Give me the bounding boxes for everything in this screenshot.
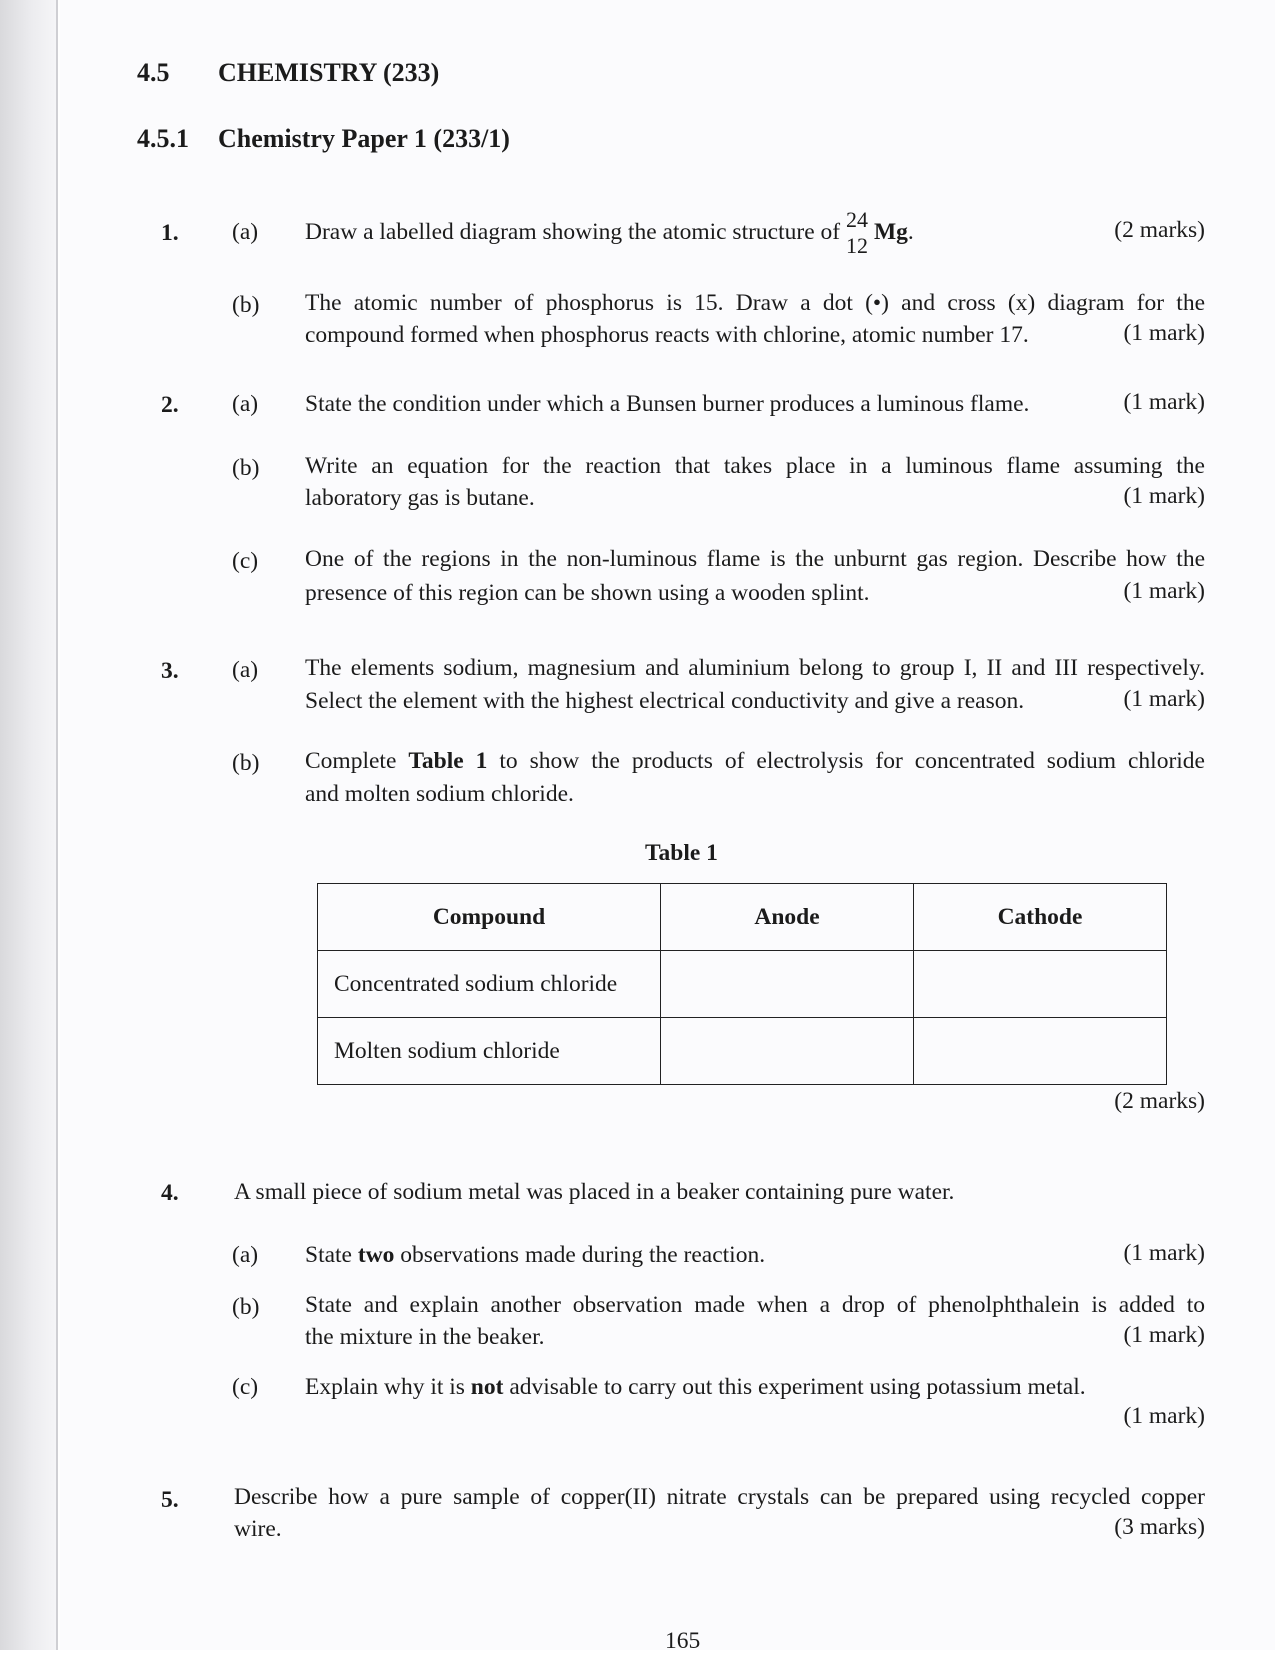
q3b-label: (b) [232, 750, 260, 776]
table-header-row [318, 884, 1167, 951]
q3a-line2: Select the element with the highest electrical conductivity and give a reason. [305, 688, 1025, 714]
q4-number: 4. [161, 1180, 179, 1206]
q4c-marks: (1 mark) [1123, 1403, 1205, 1429]
q2c-label: (c) [232, 548, 259, 574]
q3a-line1: The elements sodium, magnesium and aluminium belong to group I, II and III respectively. [305, 655, 1205, 681]
q4b-line1: State and explain another observation made when a drop of phenolphthalein is added to [305, 1292, 1205, 1318]
q4a-marks: (1 mark) [1123, 1240, 1205, 1266]
q2b-marks: (1 mark) [1123, 483, 1205, 509]
q1b-line1: The atomic number of phosphorus is 15. Draw a dot (•) and cross (x) diagram for the [305, 290, 1205, 316]
q5-line1: Describe how a pure sample of copper(II) nitrate crystals can be prepared using recycled copper [234, 1484, 1205, 1510]
row1-cathode-cell [914, 951, 1167, 1018]
section-number: 4.5 [137, 58, 170, 87]
q2a-marks: (1 mark) [1123, 389, 1205, 415]
q2-number: 2. [161, 392, 179, 418]
q5-line2: wire. [234, 1516, 282, 1542]
page-number: 165 [665, 1628, 701, 1654]
q2a-label: (a) [232, 391, 259, 417]
q5-number: 5. [161, 1487, 179, 1513]
binding-edge [56, 0, 58, 1650]
q1a-marks: (2 marks) [1114, 217, 1205, 243]
subsection-number: 4.5.1 [137, 124, 189, 153]
magnesium-isotope-notation: 24 12 [845, 206, 868, 258]
q4-stem: A small piece of sodium metal was placed in a beaker containing pure water. [234, 1179, 955, 1205]
q2b-line2: laboratory gas is butane. [305, 485, 535, 511]
q2a-text: State the condition under which a Bunsen burner produces a luminous flame. [305, 391, 1030, 417]
q2b-line1: Write an equation for the reaction that takes place in a luminous flame assuming the [305, 453, 1205, 479]
table1-caption: Table 1 [645, 840, 718, 866]
q1a-label: (a) [232, 219, 259, 245]
q2c-line1: One of the regions in the non-luminous flame is the unburnt gas region. Describe how the [305, 546, 1205, 572]
exam-page [60, 0, 1275, 1654]
section-title: CHEMISTRY (233) [218, 58, 440, 87]
row1-anode-cell [661, 951, 914, 1018]
q1b-label: (b) [232, 292, 260, 318]
q3-number: 3. [161, 658, 179, 684]
q4b-line2: the mixture in the beaker. [305, 1324, 545, 1350]
q3b-line2: and molten sodium chloride. [305, 781, 574, 807]
q4a-text: State two observations made during the reaction. [305, 1242, 766, 1268]
header-anode: Anode [661, 884, 914, 951]
table-row [318, 1018, 1167, 1085]
book-binding-shadow [0, 0, 58, 1650]
row2-compound: Molten sodium chloride [318, 1018, 661, 1085]
q4c-text: Explain why it is not advisable to carry out this experiment using potassium metal. [305, 1374, 1086, 1400]
q1b-marks: (1 mark) [1123, 320, 1205, 346]
q4c-label: (c) [232, 1374, 259, 1400]
q2b-label: (b) [232, 455, 260, 481]
q5-marks: (3 marks) [1114, 1514, 1205, 1540]
q2c-marks: (1 mark) [1123, 578, 1205, 604]
q4a-label: (a) [232, 1242, 259, 1268]
q2c-line2: presence of this region can be shown using a wooden splint. [305, 580, 870, 606]
header-compound: Compound [318, 884, 661, 951]
q1a-text: Draw a labelled diagram showing the atomic structure of 24 12 Mg. [305, 206, 914, 258]
row2-anode-cell [661, 1018, 914, 1085]
row2-cathode-cell [914, 1018, 1167, 1085]
header-cathode: Cathode [914, 884, 1167, 951]
q3a-marks: (1 mark) [1123, 686, 1205, 712]
q4b-label: (b) [232, 1294, 260, 1320]
table1-marks: (2 marks) [1114, 1088, 1205, 1114]
electrolysis-table [317, 883, 1167, 1085]
q1-number: 1. [161, 220, 179, 246]
q4b-marks: (1 mark) [1123, 1322, 1205, 1348]
q1b-line2: compound formed when phosphorus reacts with chlorine, atomic number 17. [305, 322, 1029, 348]
q3a-label: (a) [232, 657, 259, 683]
subsection-title: Chemistry Paper 1 (233/1) [218, 124, 510, 153]
table-row [318, 951, 1167, 1018]
row1-compound: Concentrated sodium chloride [318, 951, 661, 1018]
q3b-line1: Complete Table 1 to show the products of electrolysis for concentrated sodium chloride [305, 748, 1205, 774]
